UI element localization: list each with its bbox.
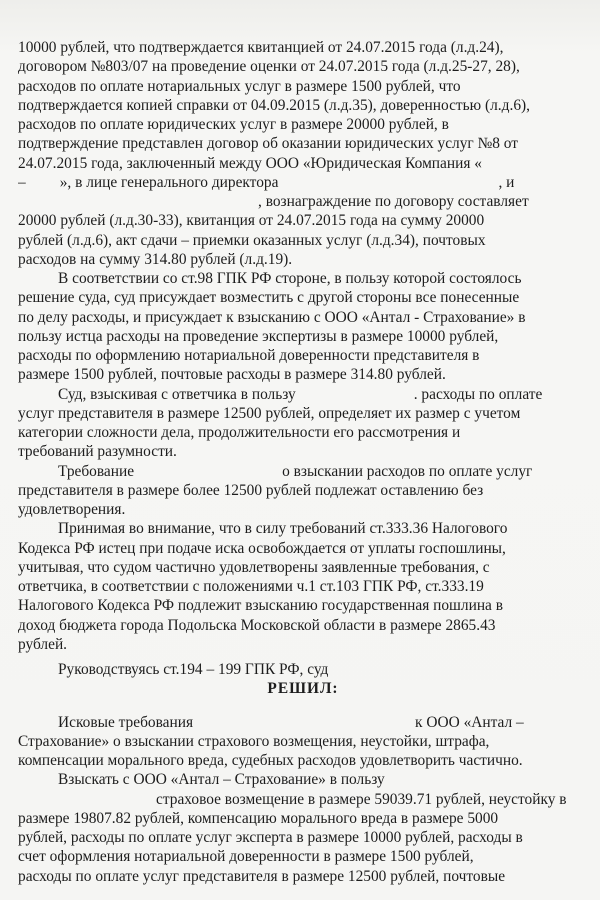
text-line: размере 1500 рублей, почтовые расходы в размере 314.80 рублей.: [18, 366, 446, 384]
text-line: расходов по оплате нотариальных услуг в размере 1500 рублей, что: [18, 77, 461, 95]
decision-heading: [18, 679, 588, 698]
text-line: расходов на сумму 314.80 рублей (л.д.19).: [18, 250, 293, 268]
text-line: требований разумности.: [18, 443, 177, 461]
text-fragment: . расходы по оплате: [413, 385, 543, 403]
paragraph-recover-amounts: [18, 770, 588, 886]
text-line: учитывая, что судом частично удовлетворены заявленные требования, с: [18, 558, 490, 576]
text-line-redacted: [18, 713, 588, 732]
text-line: подтверждается копией справки от 04.09.2015 (л.д.35), доверенностью (л.д.6),: [18, 96, 530, 114]
heading-decided: РЕШИЛ:: [267, 680, 339, 698]
redaction-gap: [18, 793, 156, 807]
paragraph-guided-by: [18, 660, 588, 679]
text-line: Страхование» о взыскании страхового возмещения, неустойки, штрафа,: [18, 732, 490, 750]
text-line: 20000 рублей (л.д.30-33), квитанция от 24.07.2015 года на сумму 20000: [18, 212, 485, 230]
text-line: представителя в размере более 12500 рублей подлежат оставлению без: [18, 481, 484, 499]
text-line: решение суда, суд присуждает возместить с другой стороны все понесенные: [18, 289, 520, 307]
text-line: услуг представителя в размере 12500 рублей, определяет их размер с учетом: [18, 404, 521, 422]
text-line: Руководствуясь ст.194 – 199 ГПК РФ, суд: [58, 661, 329, 678]
text-line: Налогового Кодекса РФ подлежит взысканию государственная пошлина в: [18, 597, 503, 615]
text-line: рублей, расходы по оплате услуг эксперта в размере 10000 рублей, расходы в: [18, 829, 523, 846]
text-line-redacted: [18, 173, 588, 192]
text-fragment: Исковые требования: [58, 713, 194, 731]
paragraph-representative-fees: [18, 385, 588, 462]
text-fragment: », в лице генерального директора: [59, 173, 279, 191]
text-line: договором №803/07 на проведение оценки от 24.07.2015 года (л.д.25-27, 28),: [18, 58, 520, 76]
text-line: доход бюджета города Подольска Московской области в размере 2865.43: [18, 616, 496, 634]
text-line: категории сложности дела, продолжительности его рассмотрения и: [18, 424, 461, 441]
text-line: расходы по оформлению нотариальной доверенности представителя в: [18, 347, 480, 364]
text-line: В соответствии со ст.98 ГПК РФ стороне, в пользу которой состоялось: [58, 270, 522, 287]
text-fragment: о взыскании расходов по оплате услуг: [282, 462, 533, 480]
dash-text: –: [18, 173, 26, 191]
text-line: удовлетворения.: [18, 501, 126, 518]
redaction-gap: [26, 176, 60, 190]
document-body: [18, 38, 588, 886]
text-line-redacted: [18, 790, 588, 809]
text-fragment: Требование: [58, 462, 135, 480]
text-line: 10000 рублей, что подтверждается квитанцией от 24.07.2015 года (л.д.24),: [18, 39, 504, 56]
text-line: компенсации морального вреда, судебных расходов удовлетворить частично.: [18, 752, 523, 769]
text-fragment: , вознаграждение по договору составляет: [258, 193, 529, 210]
text-line: пользу истца расходы на проведение экспертизы в размере 10000 рублей,: [18, 327, 499, 345]
paragraph-claim-rejected: [18, 462, 588, 520]
text-line-redacted: [18, 192, 588, 211]
text-line: Кодекса РФ истец при подаче иска освобождается от уплаты госпошлины,: [18, 539, 506, 557]
paragraph-state-duty: [18, 519, 588, 654]
redaction-gap: [193, 716, 415, 730]
text-line: расходов по оплате юридических услуг в размере 20000 рублей, в: [18, 116, 449, 133]
text-line: ответчика, в соответствии с положениями ч.1 ст.103 ГПК РФ, ст.333.19: [18, 578, 484, 595]
text-fragment: страховое возмещение в размере 59039.71 рублей, неустойку в: [156, 790, 567, 808]
text-line: Взыскать с ООО «Антал – Страхование» в пользу: [58, 771, 385, 789]
redaction-gap: [296, 388, 414, 402]
text-line-redacted: [18, 385, 588, 404]
text-line: размере 19807.82 рублей, компенсацию морального вреда в размере 5000: [18, 809, 499, 827]
text-line: счет оформления нотариальной доверенности в размере 1500 рублей,: [18, 848, 474, 866]
paragraph-claims-granted: [18, 713, 588, 771]
text-fragment: к ООО «Антал –: [415, 713, 524, 731]
paragraph-expenses: [18, 38, 588, 269]
text-line: расходы по оплате услуг представителя в размере 12500 рублей, почтовые: [18, 867, 506, 885]
text-line-redacted: [18, 462, 588, 481]
redaction-gap: [134, 465, 282, 479]
text-line: по делу расходы, и присуждает к взысканию с ООО «Антал - Страхование» в: [18, 308, 526, 326]
text-fragment: , и: [498, 173, 515, 191]
text-line: Принимая во внимание, что в силу требований ст.333.36 Налогового: [58, 520, 508, 538]
text-line: рублей (л.д.6), акт сдачи – приемки оказанных услуг (л.д.34), почтовых: [18, 231, 486, 249]
paragraph-article-98: [18, 269, 588, 385]
redaction-gap: [18, 195, 258, 209]
text-line: рублей.: [18, 635, 68, 653]
text-line: подтверждение представлен договор об оказании юридических услуг №8 от: [18, 135, 519, 153]
redaction-gap: [278, 176, 498, 190]
text-line: 24.07.2015 года, заключенный между ООО «Юридическая Компания «: [18, 154, 482, 172]
text-fragment: Суд, взыскивая с ответчика в пользу: [58, 385, 296, 403]
